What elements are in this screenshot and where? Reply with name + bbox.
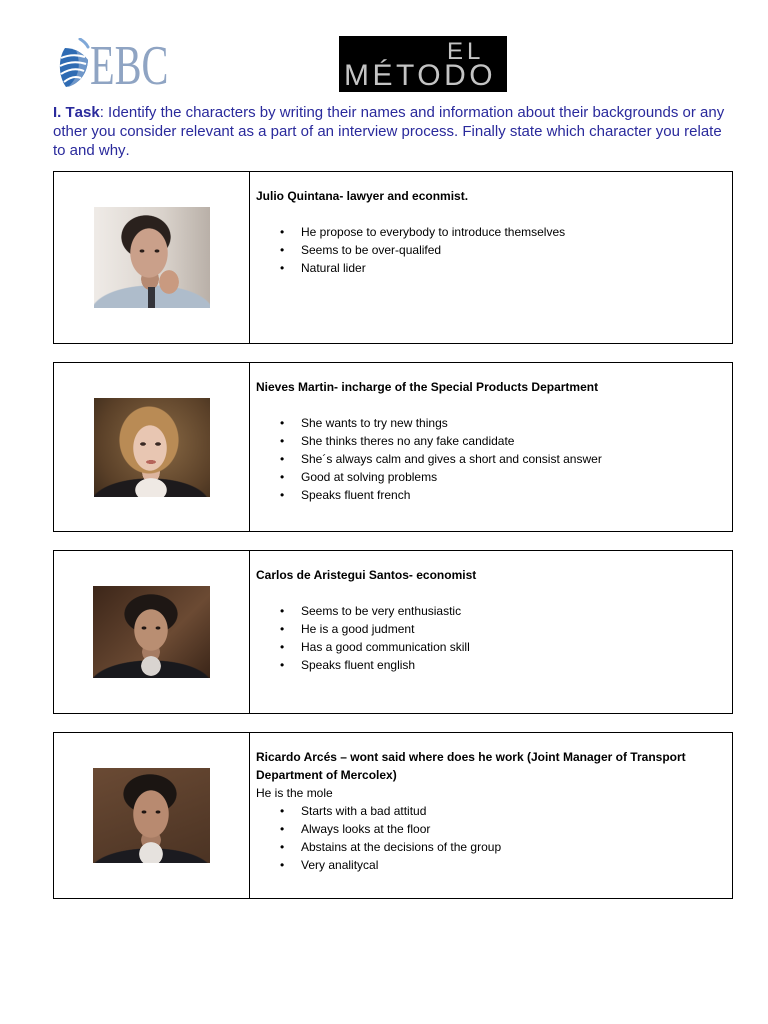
photo-cell [54, 551, 250, 713]
bullet-item: • He propose to everybody to introduce themselves [256, 223, 726, 241]
info-cell [250, 551, 732, 713]
bullet-item: • Starts with a bad attitud [256, 802, 726, 820]
title-box-main-text: MÉTODO [344, 59, 497, 92]
bullet-list [256, 414, 726, 504]
bullet-item: • She´s always calm and gives a short and consist answer [256, 450, 726, 468]
task-instructions [53, 103, 730, 160]
bullet-item: • Speaks fluent english [256, 656, 726, 674]
bullet-item: • Natural lider [256, 259, 726, 277]
character-photo [94, 207, 210, 308]
bullet-item: • She thinks theres no any fake candidate [256, 432, 726, 450]
task-label: I. Task [53, 104, 100, 121]
task-text: : Identify the characters by writing their names and information about their backgrounds or any other you consider relevant as a part of an interview process. Finally state which character you relate to and why. [53, 104, 725, 159]
bullet-item: • Always looks at the floor [256, 820, 726, 838]
character-title: Julio Quintana- lawyer and econmist. [256, 189, 469, 203]
info-cell [250, 733, 732, 898]
bullet-item: • Good at solving problems [256, 468, 726, 486]
bullet-list [256, 802, 726, 874]
character-card-julio-quintana [53, 171, 733, 344]
character-title: Carlos de Aristegui Santos- economist [256, 568, 477, 582]
bullet-list [256, 602, 726, 674]
character-title: Ricardo Arcés – wont said where does he work (Joint Manager of Transport Department of Mercolex) [256, 750, 686, 782]
photo-cell [54, 363, 250, 531]
ebc-logo [0, 0, 200, 100]
character-card-ricardo-arces [53, 732, 733, 899]
bullet-list [256, 223, 726, 277]
bullet-item: • Speaks fluent french [256, 486, 726, 504]
character-note: He is the mole [256, 786, 333, 800]
ebc-logo-text: EBC [90, 35, 169, 97]
character-photo [93, 768, 210, 863]
ebc-emblem-icon [56, 38, 90, 88]
character-photo [93, 586, 210, 678]
bullet-item: • He is a good judment [256, 620, 726, 638]
character-card-nieves-martin [53, 362, 733, 532]
photo-cell [54, 172, 250, 343]
bullet-item: • Very analitycal [256, 856, 726, 874]
character-card-carlos-de-aristegui [53, 550, 733, 714]
character-photo [94, 398, 210, 497]
photo-cell [54, 733, 250, 898]
info-cell [250, 363, 732, 531]
bullet-item: • Seems to be over-qualifed [256, 241, 726, 259]
bullet-item: • She wants to try new things [256, 414, 726, 432]
info-cell [250, 172, 732, 343]
bullet-item: • Has a good communication skill [256, 638, 726, 656]
el-metodo-title-box [339, 36, 507, 92]
character-title: Nieves Martin- incharge of the Special Products Department [256, 380, 599, 394]
bullet-item: • Seems to be very enthusiastic [256, 602, 726, 620]
title-box-top-text: EL [447, 38, 485, 65]
bullet-item: • Abstains at the decisions of the group [256, 838, 726, 856]
